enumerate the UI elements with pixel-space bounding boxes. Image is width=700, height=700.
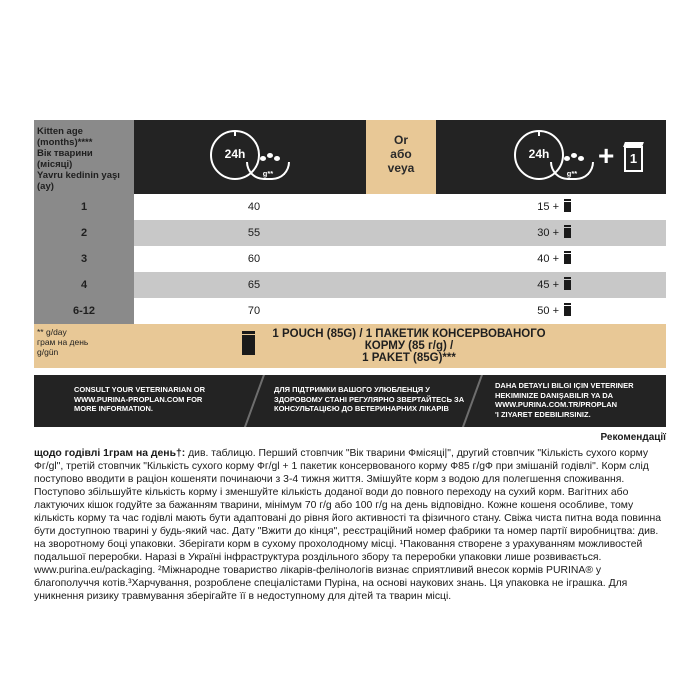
- pouch-icon: [564, 228, 571, 238]
- dry-amount: 55: [247, 227, 261, 239]
- pouch-icon: [564, 202, 571, 212]
- consult-line: CONSULT YOUR VETERINARIAN OR: [74, 385, 205, 394]
- unit-label-line: ** g/day: [37, 327, 67, 337]
- pouch-icon: [564, 280, 571, 290]
- pouch-icon: [242, 335, 255, 355]
- plus-icon: +: [598, 140, 615, 171]
- clock-label: 24h: [224, 147, 246, 161]
- table-header: [34, 120, 666, 194]
- recommendations-lead: щодо годівлі 1грам на день†:: [34, 448, 186, 459]
- pouch-size-line: 1 PAKET (85G)***: [362, 352, 456, 364]
- recommendations-text: [34, 447, 666, 603]
- or-column-header: [366, 120, 436, 194]
- dry-unit-label: g**: [566, 169, 578, 178]
- age-cell: 1: [34, 194, 134, 220]
- clock-label: 24h: [528, 147, 550, 161]
- mixed-amount: 15 +: [537, 201, 559, 213]
- table-row: [34, 194, 666, 220]
- table-row: [34, 272, 666, 298]
- unit-label-line: g/gün: [37, 347, 59, 357]
- kibble-icon: [564, 156, 570, 161]
- pouch-size-line: 1 POUCH (85G) / 1 ПАКЕТИК КОНСЕРВОВАНОГО КОРМУ (85 г/g) /: [272, 328, 546, 352]
- consult-en: [74, 385, 205, 414]
- consult-banner: [34, 375, 666, 427]
- row-cell: [134, 272, 666, 298]
- row-cell: [134, 194, 666, 220]
- row-cell: [134, 220, 666, 246]
- mixed-amount: 40 +: [537, 253, 559, 265]
- dry-amount: 70: [247, 305, 261, 317]
- kibble-icon: [267, 153, 273, 158]
- table-row: [34, 220, 666, 246]
- age-header-line: Вік тварини: [37, 148, 93, 159]
- consult-tr: [495, 381, 633, 419]
- dry-amount: 65: [247, 279, 261, 291]
- banner-divider: [238, 375, 267, 427]
- pouch-size-text: [264, 328, 554, 364]
- pouch-count: 1: [629, 151, 638, 166]
- dry-amount: 60: [247, 253, 261, 265]
- age-header-line: (місяці): [37, 159, 73, 170]
- table-row: [34, 298, 666, 324]
- or-line: або: [390, 147, 412, 161]
- kibble-icon: [571, 153, 577, 158]
- age-header-line: Yavru kedinin yaşı: [37, 170, 120, 181]
- age-cell: 6-12: [34, 298, 134, 324]
- dry-amount: 40: [247, 201, 261, 213]
- age-cell: 3: [34, 246, 134, 272]
- consult-line: ДЛЯ ПІДТРИМКИ ВАШОГО УЛЮБЛЕНЦЯ У: [274, 385, 430, 394]
- unit-label-line: грам на день: [37, 337, 89, 347]
- consult-line: MORE INFORMATION.: [74, 404, 154, 413]
- consult-line: WWW.PURINA.COM.TR/PROPLAN: [495, 400, 618, 409]
- kibble-icon: [274, 156, 280, 161]
- dry-food-column-header: [134, 120, 366, 194]
- age-header-line: (months)****: [37, 137, 93, 148]
- consult-line: HEKIMINIZE DANIŞABILIR YA DA: [495, 390, 614, 400]
- mixed-amount: 30 +: [537, 227, 559, 239]
- recommendations-body: див. таблицю. Перший стовпчик "Вік тварини Фмісяці|", другий стовпчик "Кількість сухого корму Фг/gl", третій стовпчик "Кількість сухого корму Фг/gl + 1 пакетик консервованого корму Ф85 г/gФ при змішаній годівлі". Корм слід поступово вводити в раціон кошеняти починаючи з 3-4 тижня життя. Змішуйте корм з водою для полегшення споживання. Поступово збільшуйте кількість корму і зменшуйте кількість доданої води до повного переходу на сухий корм. Вагітних або лактуючих кішок годуйте за бажанням тварини, мінімум 70 г/g або 100 г/g на день відповідно. Кожне кошеня особливе, тому кількість корму та час годівлі мають бути адаптовані до рівня його активності та фізичного стану. Свіжа чиста питна вода повинна бути доступною тварині у будь-який час. Дату "Вжити до кінця", реєстраційний номер фабрики та номер партії виробництва: див. на зворотному боці упаковки. Зберігати корм в сухому прохолодному місці. ¹Паковання створене з урахуванням можливостей подальшої переробки. Наразі в Україні інфраструктура роздільного збору та переробки упаковки лише розвивається. www.purina.eu/packaging. ²Міжнародне товариство лікарів-фелінологів визнає сприятливий внесок кормів PURINA® у благополуччя котів.³Харчування, розроблене спеціалістами Пуріна, на основі наукових знань. Ця упаковка не іграшка. Для уникнення ризику травмування зберігайте її в недоступному для дітей та тварин місці.: [34, 448, 661, 602]
- age-column-header: [34, 120, 134, 194]
- row-cell: [134, 246, 666, 272]
- pouch-icon: [624, 146, 643, 172]
- unit-description: [134, 324, 666, 368]
- recommendations-title: Рекомендації: [600, 432, 666, 443]
- consult-line: DAHA DETAYLI BILGI IÇIN VETERINER: [495, 381, 634, 390]
- mixed-amount: 50 +: [537, 305, 559, 317]
- pouch-icon: [564, 254, 571, 264]
- or-line: veya: [387, 161, 415, 175]
- unit-row: [34, 324, 666, 368]
- dry-unit-label: g**: [262, 169, 274, 178]
- consult-line: ЗДОРОВОМУ СТАНІ РЕГУЛЯРНО ЗВЕРТАЙТЕСЬ ЗА: [274, 394, 465, 404]
- kibble-icon: [260, 156, 266, 161]
- unit-label: [34, 324, 134, 368]
- table-row: [34, 246, 666, 272]
- age-cell: 4: [34, 272, 134, 298]
- age-cell: 2: [34, 220, 134, 246]
- kibble-icon: [578, 156, 584, 161]
- age-header-line: (ay): [37, 181, 54, 192]
- pouch-icon: [564, 306, 571, 316]
- row-cell: [134, 298, 666, 324]
- age-header-line: Kitten age: [37, 126, 83, 137]
- consult-line: 'I ZIYARET EDEBILIRSINIZ.: [495, 409, 591, 419]
- consult-ua: [274, 385, 464, 414]
- consult-line: КОНСУЛЬТАЦІЄЮ ДО ВЕТЕРИНАРНИХ ЛІКАРІВ: [274, 404, 449, 413]
- consult-line: WWW.PURINA-PROPLAN.COM FOR: [74, 394, 203, 404]
- or-line: Or: [393, 133, 408, 147]
- feeding-table: [34, 120, 666, 368]
- mixed-feeding-column-header: [436, 120, 666, 194]
- mixed-amount: 45 +: [537, 279, 559, 291]
